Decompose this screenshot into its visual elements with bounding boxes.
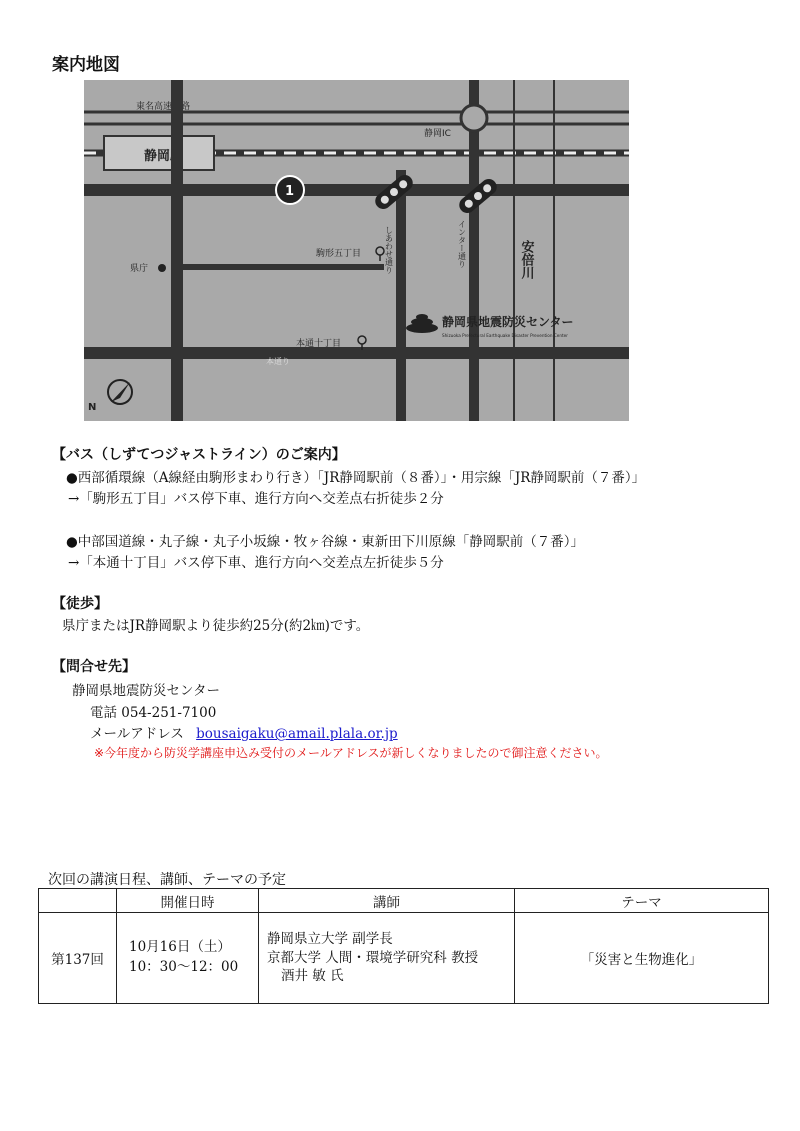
table-row [39, 913, 769, 1004]
street-hondori-label: 本通り [266, 357, 290, 366]
prefecture-office-label: 県庁 [130, 264, 149, 274]
session-date: 10月16日（土） [129, 939, 231, 956]
access-map [84, 80, 629, 421]
header-theme: テーマ [515, 889, 769, 913]
contact-email-label: メールアドレス [90, 726, 184, 742]
session-number: 第137回 [39, 913, 117, 1004]
walk-text: 県庁またはJR静岡駅より徒歩約25分(約2㎞)です。 [62, 618, 370, 634]
header-datetime: 開催日時 [117, 889, 259, 913]
stop-hondori-label: 本通十丁目 [296, 339, 342, 349]
bus-section-title: 【バス（しずてつジャストライン）のご案内】 [52, 447, 346, 463]
lecturer-line-2: 京都大学 人間・環境学研究科 教授 [267, 949, 479, 966]
bus-route2-direction: →「本通十丁目」バス停下車、進行方向へ交差点左折徒歩５分 [68, 555, 444, 571]
bus-route2: ●中部国道線・丸子線・丸子小坂線・牧ヶ谷線・東新田下川原線「静岡駅前（７番）」 [66, 534, 585, 550]
walk-section-title: 【徒歩】 [52, 596, 108, 612]
contact-phone: 電話 054-251-7100 [90, 705, 217, 721]
schedule-header-row [39, 889, 769, 913]
contact-email-row [90, 722, 398, 742]
header-number [39, 889, 117, 913]
schedule-title: 次回の講演日程、講師、テーマの予定 [48, 872, 286, 888]
river-label: 安倍川 [518, 240, 534, 279]
contact-org: 静岡県地震防災センター [72, 683, 220, 699]
expressway-label: 東名高速道路 [136, 102, 191, 112]
contact-section-title: 【問合せ先】 [52, 659, 136, 675]
center-name-label: 静岡県地震防災センター [442, 315, 574, 329]
ic-label: 静岡IC [424, 129, 451, 139]
contact-email-link[interactable]: bousaigaku@amail.plala.or.jp [196, 726, 398, 742]
stop-komagata-label: 駒形五丁目 [316, 249, 362, 259]
north-mark-label: N [88, 402, 97, 413]
street-shiawase-label: しあわせ通り [384, 226, 394, 274]
lecturer-name: 酒井 敏 氏 [281, 968, 344, 985]
schedule-table [38, 888, 769, 1004]
session-time: 10：30～12：00 [129, 959, 239, 975]
station-label: 静岡駅 [144, 149, 184, 164]
center-name-en-label: Shizuoka Prefectural Earthquake Disaster Prevention Center [442, 333, 568, 338]
bus-route1: ●西部循環線（A線経由駒形まわり行き）「JR静岡駅前（８番）」・用宗線「JR静岡駅前（７番）」 [66, 470, 646, 486]
bus-route1-direction: →「駒形五丁目」バス停下車、進行方向へ交差点右折徒歩２分 [68, 491, 444, 507]
page-heading: 案内地図 [52, 55, 120, 75]
header-lecturer: 講師 [259, 889, 515, 913]
session-theme: 「災害と生物進化」 [515, 913, 769, 1004]
lecturer-line-1: 静岡県立大学 副学長 [267, 930, 393, 947]
street-inter-label: インター通り [457, 220, 467, 268]
ic-circle [461, 105, 487, 131]
prefecture-office-dot [158, 264, 166, 272]
session-lecturer [259, 913, 515, 1004]
route1-number: 1 [285, 184, 295, 199]
contact-notice: ※今年度から防災学講座申込み受付のメールアドレスが新しくなりましたので御注意ください。 [94, 746, 608, 760]
session-datetime [117, 913, 259, 1004]
